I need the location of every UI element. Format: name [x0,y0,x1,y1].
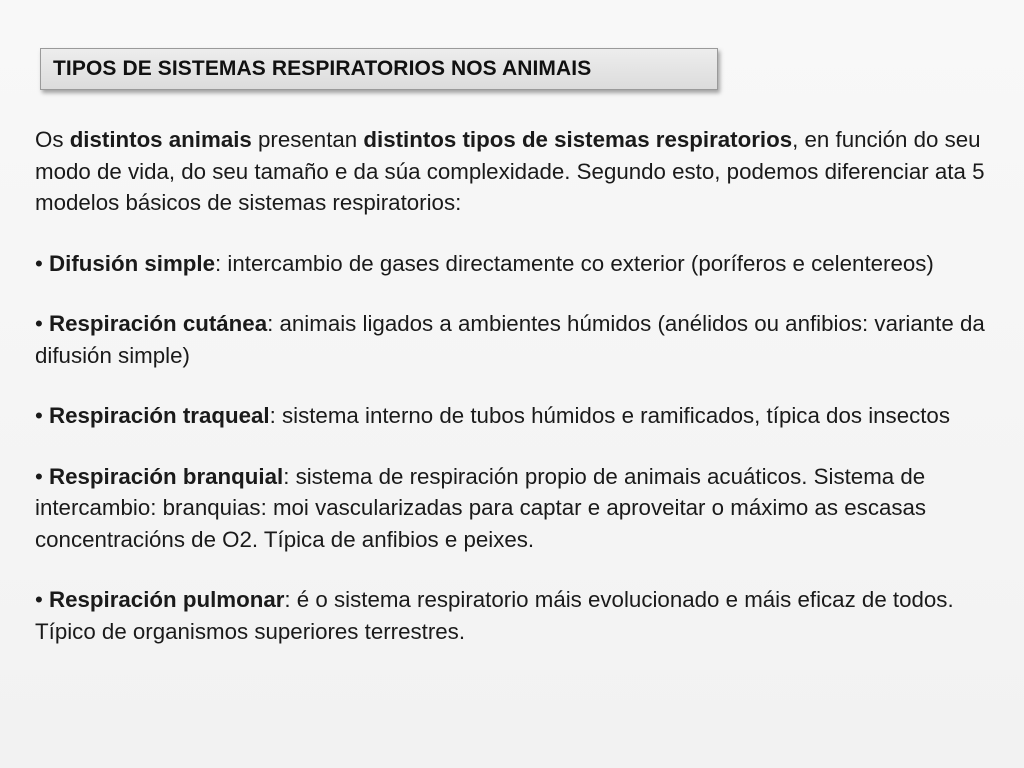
bullet-text: : sistema de respiración propio de animais acuáticos. Sistema de intercambio: branquias: moi vascularizadas para captar e aproveitar o máximo as escasas concentracións de O2. Típica de anfibios e peixes. [35,463,927,552]
intro-text-1: Os [35,127,70,152]
bullet-item-difusion [35,248,1000,280]
bullet-text: : é o sistema respiratorio máis evolucionado e máis eficaz de todos. Típico de organismos superiores terrestres. [35,587,954,644]
bullet-item-pulmonar [35,584,1000,647]
bullet-text: : intercambio de gases directamente co exterior (poríferos e celentereos) [215,250,934,276]
spacer [35,219,1000,248]
intro-text-2: presentan [251,127,364,152]
slide-title: TIPOS DE SISTEMAS RESPIRATORIOS NOS ANIMAIS [53,57,592,80]
bullet-icon: • [35,311,43,336]
slide-content [35,124,1000,647]
spacer [35,432,1000,461]
spacer [35,279,1000,308]
intro-bold-2: distintos tipos de sistemas respiratorios [363,127,793,152]
intro-bold-1: distintos animais [69,127,252,152]
bullet-term: Difusión simple [49,250,216,276]
bullet-icon: • [35,403,43,428]
bullet-icon: • [35,463,43,489]
intro-paragraph [35,124,1000,219]
spacer [35,555,1000,584]
bullet-text: : sistema interno de tubos húmidos e ramificados, típica dos insectos [269,403,950,428]
bullet-icon: • [35,250,43,276]
bullet-item-cutanea [35,308,1000,371]
bullet-term: Respiración cutánea [49,311,268,336]
bullet-term: Respiración branquial [49,463,284,489]
bullet-item-branquial [35,461,1000,556]
bullet-icon: • [35,587,43,612]
spacer [35,371,1000,400]
title-box [40,48,718,90]
bullet-text: : animais ligados a ambientes húmidos (anélidos ou anfibios: variante da difusión simple) [35,311,985,368]
bullet-item-traqueal [35,400,1000,432]
bullet-term: Respiración traqueal [49,403,270,428]
intro-text-3: , en función do seu modo de vida, do seu tamaño e da súa complexidade. Segundo esto, podemos diferenciar ata 5 modelos básicos de sistemas respiratorios: [35,127,985,215]
bullet-term: Respiración pulmonar [49,587,285,612]
